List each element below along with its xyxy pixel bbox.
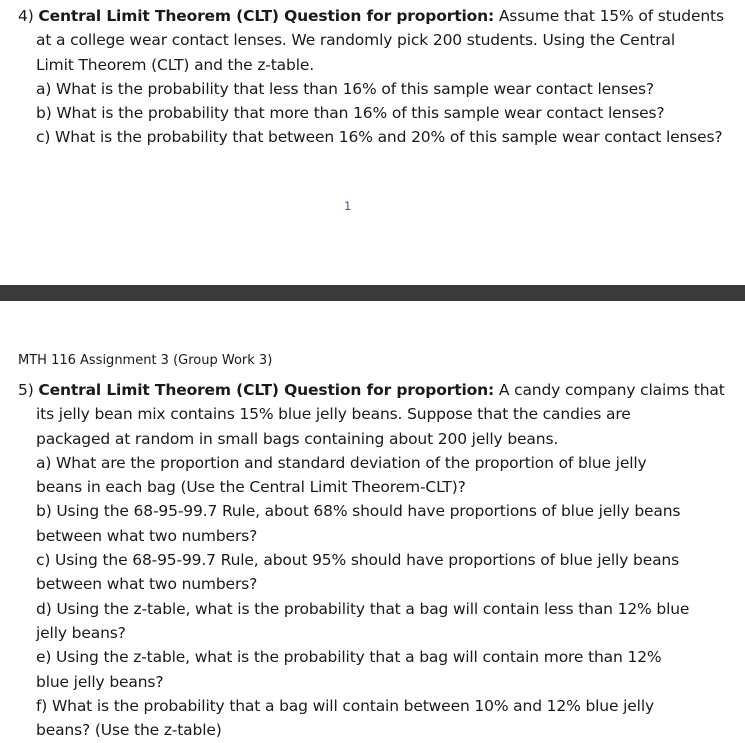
question-5-intro-2: its jelly bean mix contains 15% blue jelly beans. Suppose that the candies are: [36, 405, 631, 424]
question-5-intro-3: packaged at random in small bags containing about 200 jelly beans.: [36, 429, 559, 448]
question-5-part-c-2: between what two numbers?: [36, 575, 258, 594]
question-5-part-d-2: jelly beans?: [36, 623, 126, 642]
question-4-part-c: c) What is the probability that between 16% and 20% of this sample wear contact lenses?: [36, 128, 723, 147]
question-5-title: Central Limit Theorem (CLT) Question for proportion:: [38, 381, 495, 399]
question-5-part-d-1: d) Using the z-table, what is the probability that a bag will contain less than 12% blue: [36, 599, 690, 618]
question-5-part-f-2: beans? (Use the z-table): [36, 721, 222, 740]
question-5-part-b-1: b) Using the 68-95-99.7 Rule, about 68% should have proportions of blue jelly beans: [36, 502, 681, 521]
question-5-part-a-1: a) What are the proportion and standard deviation of the proportion of blue jelly: [36, 453, 647, 472]
question-4-number: 4): [18, 7, 34, 25]
question-5-part-c-1: c) Using the 68-95-99.7 Rule, about 95% should have proportions of blue jelly beans: [36, 551, 680, 570]
question-5-part-b-2: between what two numbers?: [36, 526, 258, 545]
question-4-intro-1: Assume that 15% of students: [498, 7, 724, 25]
page-number: 1: [344, 199, 352, 213]
question-5-part-e-1: e) Using the z-table, what is the probability that a bag will contain more than 12%: [36, 648, 662, 667]
page-divider: [0, 285, 745, 301]
question-4-intro-3: Limit Theorem (CLT) and the z-table.: [36, 55, 315, 74]
question-5-heading-line: [18, 378, 738, 402]
question-5-part-e-2: blue jelly beans?: [36, 672, 164, 691]
question-5-part-f-1: f) What is the probability that a bag will contain between 10% and 12% blue jelly: [36, 696, 655, 715]
question-4-title: Central Limit Theorem (CLT) Question for proportion:: [38, 7, 495, 25]
document-header: MTH 116 Assignment 3 (Group Work 3): [18, 353, 273, 368]
question-5-intro-1: A candy company claims that: [498, 381, 725, 399]
question-4-intro-2: at a college wear contact lenses. We randomly pick 200 students. Using the Central: [36, 31, 676, 50]
question-4: [18, 4, 738, 150]
question-4-heading-line: [18, 4, 738, 28]
question-4-part-b: b) What is the probability that more than 16% of this sample wear contact lenses?: [36, 104, 665, 123]
question-5: [18, 378, 738, 742]
question-5-part-a-2: beans in each bag (Use the Central Limit Theorem-CLT)?: [36, 478, 466, 497]
question-4-part-a: a) What is the probability that less than 16% of this sample wear contact lenses?: [36, 79, 655, 98]
question-5-number: 5): [18, 381, 34, 399]
